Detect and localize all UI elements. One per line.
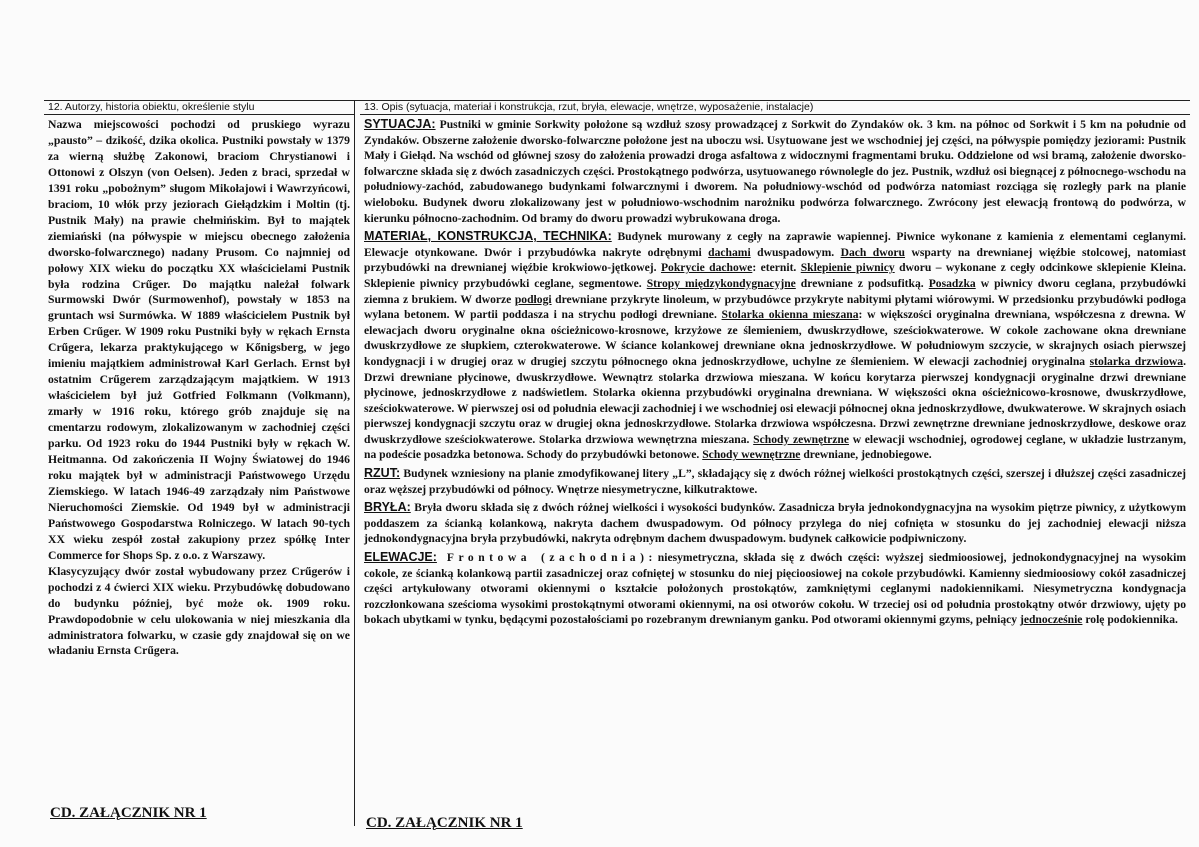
material-text-j: . Drzwi drewniane płycinowe, dwuskrzydłowe. Wewnątrz stolarka drzwiowa mieszana. W końcu korytarza pierwszej kondygnacji oryginalne drzwi drewniane płycinowe, jednoskrzydłowe z nadświetlem. Stolarka okienna przybudówki oryginalna drewniana. W większości okna ościeżnicowo-krosnowe, dwuskrzydłowe, sześciokwaterowe. W pierwszej osi od południa elewacji zachodniej i we wschodniej osi elewacji północnej okna jednoskrzydłowe, dwukwaterowe. W skrajnych osiach pierwszej kondygnacji szczytu oraz w drugiej okna jednoskrzydłowe. Stolarka drzwiowa współczesna. Drzwi zewnętrzne drewniane jednoskrzydłowe, deskowe oraz dwuskrzydłowe sześciokwaterowe. Stolarka drzwiowa wewnętrzna mieszana. — [364, 354, 1186, 446]
form-sheet — [44, 100, 1190, 831]
section-elewacje — [364, 550, 1186, 628]
material-text-b: dwuspadowym. — [750, 245, 841, 259]
right-footer-attachment-note: CD. ZAŁĄCZNIK NR 1 — [366, 815, 523, 831]
term-stolarka-okienna: Stolarka okienna mieszana — [721, 308, 859, 322]
rzut-text: Budynek wzniesiony na planie zmodyfikowanej litery „L”, składający się z dwóch różnej wielkości prostokątnych części, szerszej i dłuższej części zasadniczej oraz węższej przybudówki od północy. Wnętrze niesymetryczne, kilkutraktowe. — [364, 467, 1186, 496]
elewacja-frontowa-heading: Frontowa (zachodnia) — [436, 551, 649, 565]
term-pokrycie: Pokrycie dachowe — [660, 261, 753, 275]
term-dach-dworu: Dach dworu — [840, 245, 906, 259]
sytuacja-text: Pustniki w gminie Sorkwity położone są wzdłuż szosy prowadzącej z Sorkwit do Zyndaków ok. 3 km. na północ od Sorkwit i 5 km na południe od Zyndaków. Obszerne założenie dworsko-folwarczne położone jest na uboczu wsi. Usytuowane jest we wschodniej jej części, na półwyspie pomiędzy jeziorami: Pustnik Mały i Giełąd. Na wschód od głównej szosy do założenia prowadzi droga asfaltowa z widocznymi fragmentami bruku. Oddzielone od wsi bramą, założenie dworsko-folwarczne składa się z dwóch zasadniczych części. Prostokątnego podwórza, usytuowanego równolegle do jez. Pustnik, wzdłuż osi biegnącej z północnego-wschodu na południowy-zachód, zabudowanego budynkami folwarcznymi i dworem. Na południowy-wschód od podwórza natomiast rozciąga się rozległy park na planie wieloboku. Budynek dworu zlokalizowany jest w południowo-wschodnim narożniku podwórza folwarcznego. Zwrócony jest elewacją frontową do podwórza, w kierunku północno-zachodnim. Od bramy do dworu prowadzi wybrukowana droga. — [364, 118, 1186, 225]
material-text-g: w piwnicy dworu ceglana, przybudówki ziemna z brukiem. W dworze — [364, 276, 1186, 306]
section-label-elewacje: ELEWACJE: — [364, 550, 437, 565]
section-bryla — [364, 500, 1186, 547]
elewacje-text-b: rolę podokiennika. — [1082, 613, 1178, 627]
left-column-header: 12. Autorzy, historia obiektu, określenie stylu — [44, 101, 354, 115]
history-paragraph-1: Nazwa miejscowości pochodzi od pruskiego wyrazu „pausto” – dzikość, dzika okolica. Pustniki powstały w 1379 za wierną służbę Zakonowi, braciom Chrystianowi i Ottonowi z Olszyn (von Oelsen). Jeden z braci, sprzedał w 1391 roku „pobożnym” sługom Mikołajowi i Wawrzyńcowi, braciom, 10 włók przy jeziorach Giełądzkim i Moltin (tj. Pustnik Mały) na prawie chełmińskim. Był to majątek ziemiański (na półwyspie w miejscu obecnego założenia dworsko-folwarcznego) nadany Prusom. Co najmniej od połowy XIX wieku do początku XX właścicielami Pustnik była rodzina Crűger. Do majątku należał folwark Surmowski Dwór (Surmowenhof), powstały w 1853 na gruntach wsi Surmówka. W 1889 właścicielem Pustnik był Erben Crűger. W 1909 roku Pustniki były w rękach Ernsta Crűgera, lekarza praktykującego w Kőnigsberg, w jego imieniu majątkiem administrował Karl Gerlach. Ernst był ostatnim Crűgerem zarządzającym majątkiem. W 1913 właścicielem był już Gotfried Folkmann (Volkmann), zmarły w 1916 roku, którego grób znajduje się na cmentarzu rodowym, zlokalizowanym w zachodniej części parku. Od 1923 roku do 1944 Pustniki były w rękach W. Heitmanna. Od zakończenia II Wojny Światowej do 1946 roku majątek był w administracji Państwowego Urzędu Ziemskiego. W latach 1946-49 zarządzały nim Państwowe Nieruchomości Ziemskie. Od 1949 był w administracji Państwowego Gospodarstwa Rolniczego. W latach 90-tych XX wieku zespół został zakupiony przez spółkę Inter Commerce for Shops Sp. z o.o. z Warszawy. — [48, 118, 350, 562]
material-text-l: drewniane, jednobiegowe. — [800, 448, 932, 462]
elewacje-text-a: : niesymetryczna, składa się z dwóch części: wyższej siedmioosiowej, jednokondygnacyjnej na wysokim cokole, ze ścianką kolankową partii zasadniczej oraz cofniętej w stosunku do niej pięcioosiowej na cokole przybudówki. Kamienny siedmioosiowy cokół zasadniczej części artykułowany otworami okiennymi o kształcie położonych prostokątów, zamkniętymi ceglanymi nadokiennikami. Niesymetryczna kondygnacja rozczłonkowana sześcioma wysokimi prostokątnymi otworami okiennymi, na osi otworów cokołu. W trzeciej osi od południa prostokątny otwór drzwiowy, ujęty po bokach ubytkami w tynku, będącymi pozostałościami po rozebranym drewnianym ganku. Pod otworami okiennymi gzyms, pełniący — [364, 551, 1186, 627]
material-text-d: : eternit. — [752, 261, 801, 275]
history-paragraph-2: Klasycyzujący dwór został wybudowany przez Crűgerów i pochodzi z 4 ćwierci XIX wieku. Przybudówkę dobudowano do budynku później, być może ok. 1909 roku. Prawdopodobnie w celu ulokowania w niej mieszkania dla administratora folwarku, w czasie gdy znajdował się on we władaniu Ernsta Crűgera. — [48, 564, 350, 658]
term-dachami: dachami — [708, 245, 751, 259]
term-jednoczesnie: jednocześnie — [1019, 613, 1083, 627]
left-column — [44, 101, 355, 826]
bryla-text: Bryła dworu składa się z dwóch różnej wielkości i wysokości budynków. Zasadnicza bryła jednokondygnacyjna na wysokim piętrze piwnicy, z użytkowym poddaszem za ścianką kolankową, nakryta dachem dwuspadowym. Od północy przylega do niej cofnięta w stosunku do jej zachodniej elewacji niższa jednokondygnacyjna bryła przybudówki, nakryta odrębnym dachem dwuspadowym. budynek całkowicie podpiwniczony. — [364, 501, 1186, 546]
material-text-c: wsparty na drewnianej więźbie stolcowej, natomiast przybudówki na drewnianej więźbie krokwiowo-jętkowej. — [364, 245, 1187, 275]
section-label-material: MATERIAŁ, KONSTRUKCJA, TECHNIKA: — [364, 229, 612, 244]
section-label-bryla: BRYŁA: — [364, 500, 411, 515]
material-text-a: Budynek murowany z cegły na zaprawie wapiennej. Piwnice wykonane z kamienia z elementami ceglanymi. Elewacje otynkowane. Dwór i przybudówka nakryte odrębnymi — [364, 230, 1186, 259]
material-text-k: w elewacji wschodniej, ogrodowej ceglane, w układzie lustrzanym, na podeście posadzka betonowa. Schody do przybudówki betonowe. — [364, 432, 1187, 462]
term-stolarka-drzwiowa: stolarka drzwiowa — [1089, 354, 1184, 368]
right-column-header: 13. Opis (sytuacja, materiał i konstrukcja, rzut, bryła, elewacje, wnętrze, wyposażenie, instalacje) — [360, 101, 1190, 115]
section-sytuacja — [364, 117, 1186, 226]
term-podlogi: podłogi — [514, 292, 552, 306]
term-posadzka: Posadzka — [928, 276, 976, 290]
term-sklepienie: Sklepienie piwnicy — [800, 261, 895, 275]
history-text — [44, 115, 354, 659]
left-footer-attachment-note: CD. ZAŁĄCZNIK NR 1 — [50, 805, 207, 821]
term-stropy: Stropy międzykondygnacyjne — [646, 276, 796, 290]
term-schody-zewnetrzne: Schody zewnętrzne — [753, 432, 849, 446]
material-text-h: drewniane przykryte linoleum, w przybudówce przykryte nabitymi płytami wiórowymi. W przedsionku przybudówki podłoga wylana betonem. W partii poddasza i na strychu podłogi drewniane. — [364, 292, 1186, 322]
material-text-i: : w większości oryginalna drewniana, współczesna z drewna. W elewacjach dworu oryginalne okna ościeżnicowo-krosnowe, krzyżowe ze ślemieniem, dwuskrzydłowe, sześciokwaterowe. W cokole zachowane okna drewniane dwuskrzydłowe ze słupkiem, czterokwaterowe. W ściance kolankowej drewniane okna jednoskrzydłowe. W południowym szczycie, w skrajnych osiach pierwszej kondygnacji i w drugiej oraz w drugiej szczytu północnego okna jednoskrzydłowe, uchylne ze ślemieniem. W elewacji zachodniej oryginalna — [364, 308, 1186, 368]
material-text-f: drewniane z podsufitką. — [795, 276, 929, 290]
section-material — [364, 229, 1186, 463]
term-schody-wewnetrzne: Schody wewnętrzne — [702, 448, 801, 462]
section-rzut — [364, 466, 1186, 497]
section-label-rzut: RZUT: — [364, 466, 401, 481]
section-label-sytuacja: SYTUACJA: — [364, 117, 436, 131]
material-text-e: dworu – wykonane z cegły odcinkowe sklepienie Kleina. Sklepienie piwnicy przybudówki ceglane, segmentowe. — [364, 261, 1187, 290]
right-column — [360, 101, 1190, 831]
description-text — [360, 115, 1190, 628]
